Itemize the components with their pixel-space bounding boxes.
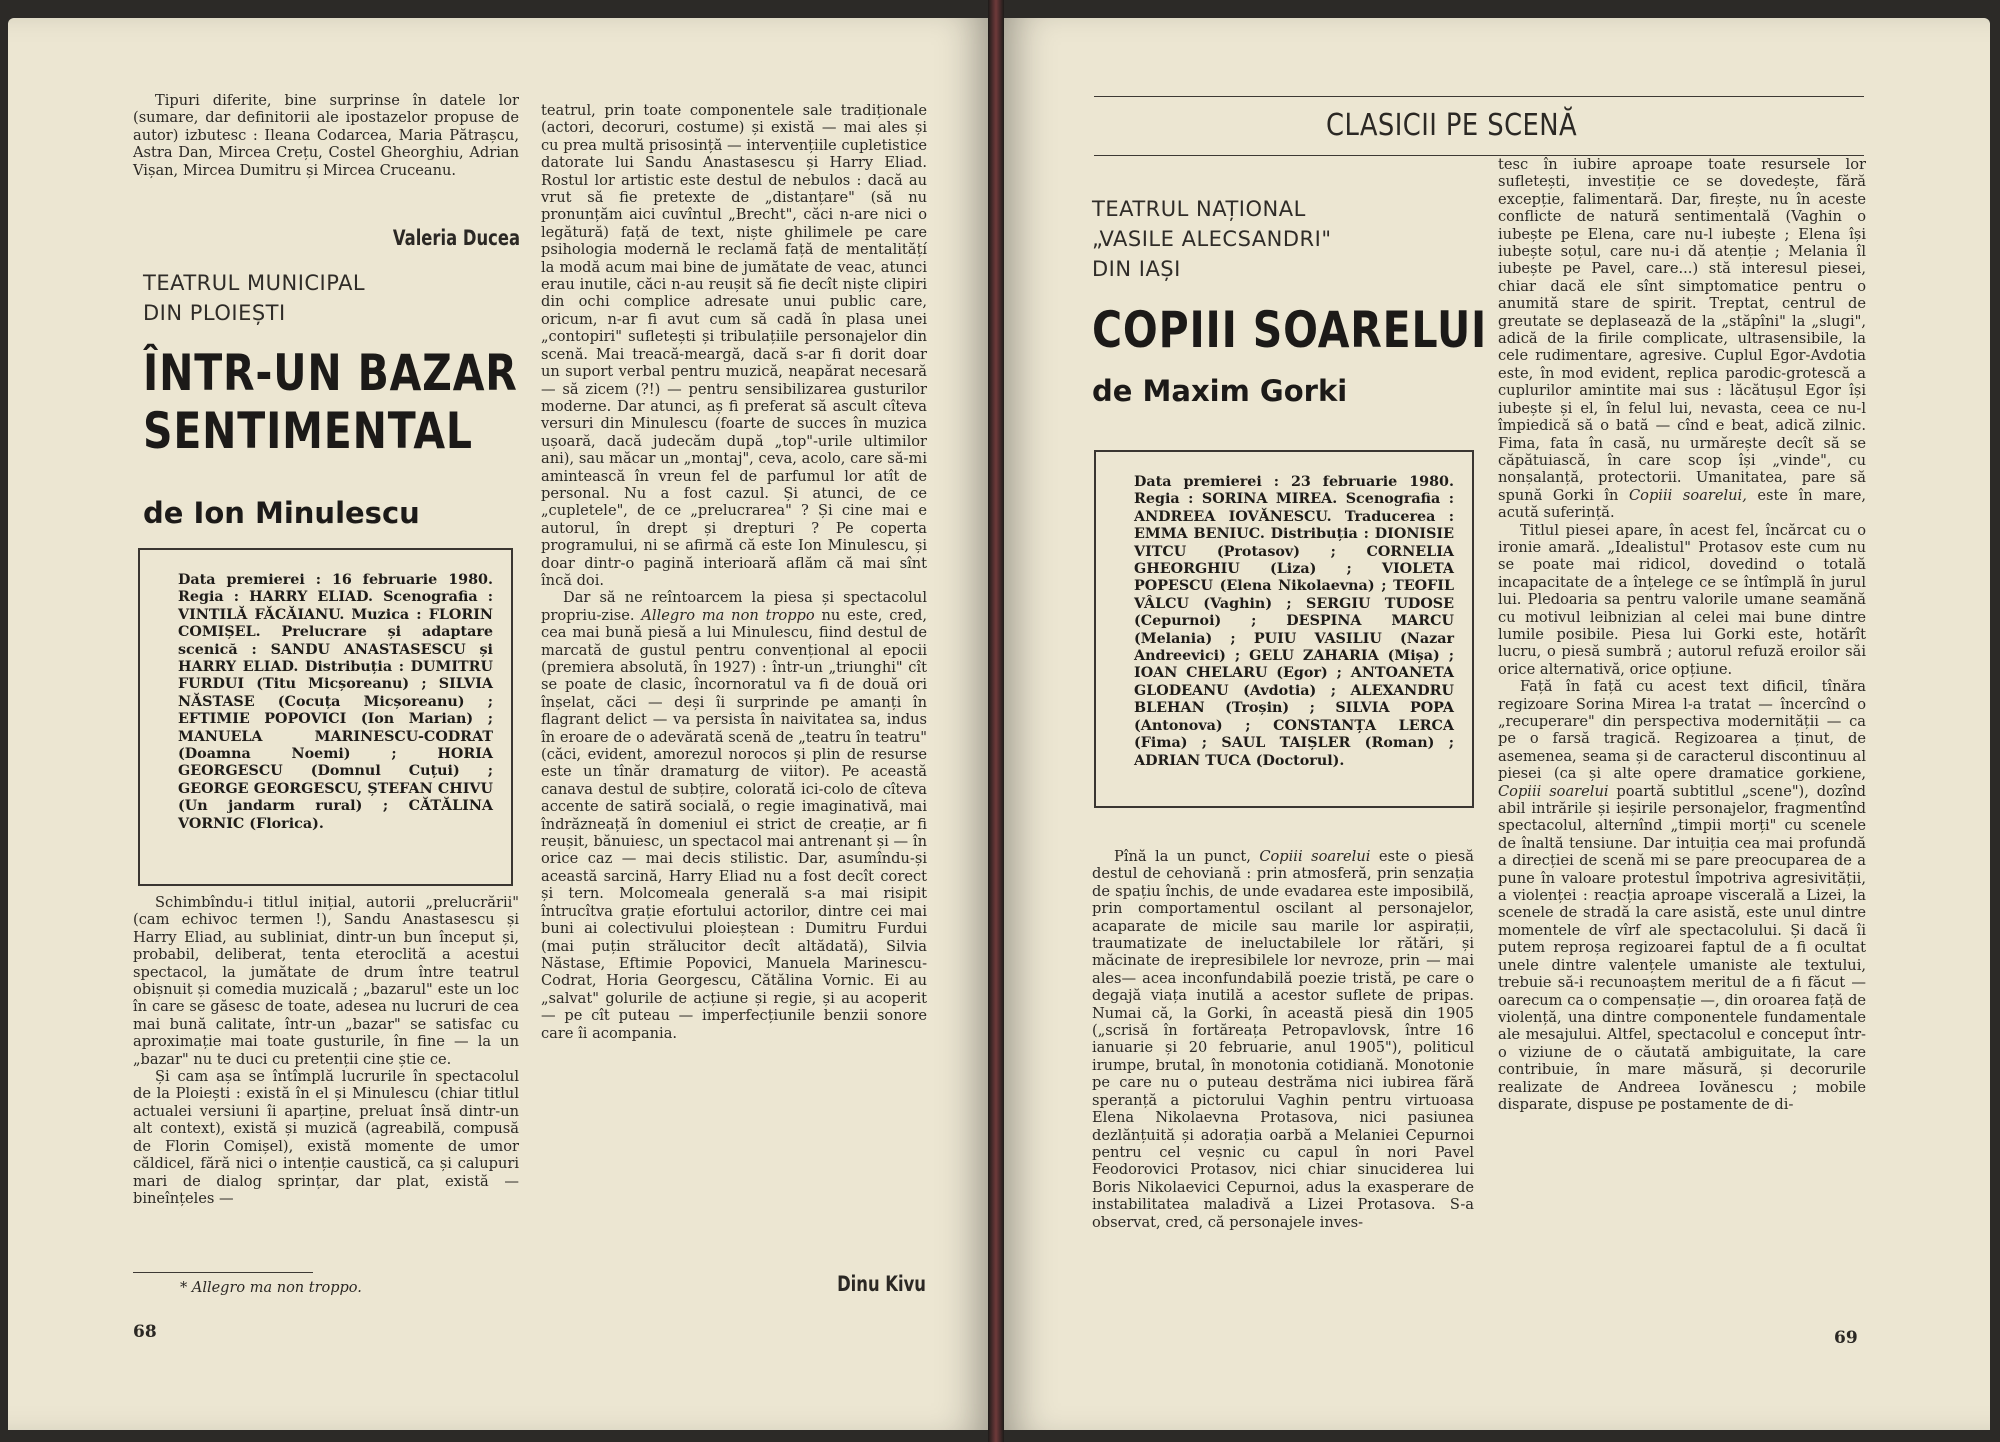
page-number: 68 — [133, 1322, 157, 1342]
section-header: CLASICII PE SCENĂ — [1326, 108, 1578, 143]
play-title-italic: Allegro ma non troppo — [641, 606, 815, 624]
article-paragraph — [1498, 678, 1866, 1113]
paragraph-text: poartă subtitlul „scene"), dozînd abil intrările și ieșirile personajelor, fragmentînd spectacolul, alternînd „timpii morți" cu scenele de înaltă tensiune. Dar intuiția cea mai profundă a direcției de scenă mi se pare preocuparea de a pune în valoare protestul împotriva agresivității, a violenței : reacția aproape viscerală a Lizei, la scenele de stradă la care asistă, este unul dintre momentele de vîrf ale spectacolului. Și dacă îi putem reproșa regizoarei faptul de a fi ocultat unele dintre valențele umaniste ale textului, trebuie să-i recunoaștem meritul de a fi făcut — oarecum ca o compensație —, din oroarea față de violență, una dintre componentele fundamentale ale mesajului. Altfel, spectacolul e conceput într-o viziune de o căutată ambiguitate, la care contribuie, în mare măsură, și decorurile realizate de Andreea Iovănescu ; mobile disparate, dispuse pe postamente de di- — [1498, 782, 1866, 1113]
left-page — [8, 18, 988, 1430]
play-title: COPIII SOARELUI — [1092, 301, 1488, 359]
paragraph-text: este în mare, acută suferință. — [1498, 486, 1867, 522]
article-column-1 — [1092, 848, 1474, 1231]
theatre-heading — [1092, 194, 1332, 284]
credits-box — [138, 548, 513, 886]
play-title-italic: Copiii soarelui, — [1629, 486, 1747, 504]
play-title-line1: ÎNTR-UN BAZAR — [143, 344, 518, 402]
book-spine — [988, 0, 1004, 1442]
theatre-heading — [143, 268, 365, 328]
paragraph-text: este o piesă destul de cehoviană : prin atmosferă, prin senzația de spațiu închis, de unde evadarea este imposibilă, prin comportamentul oscilant al personajelor, acaparate de micile sau marile lor aspirații, traumatizate de ineluctabilele lor rătări, și măcinate de irepresibilele lor nevroze, prin — mai ales— acea inconfundabilă poezie tristă, pe care o degajă viața inutilă a acestor suflete de pripas. Numai că, la Gorki, în această piesă din 1905 („scrisă în fortăreața Petropavlovsk, între 16 ianuarie și 20 februarie, anul 1905"), politicul irumpe, brutal, în monotonia cotidiană. Monotonie pe care nu o puteau destrăma nici iubirea fără speranță a pictorului Vaghin pentru virtuoasa Elena Nikolaevna Protasova, nici pasiunea dezlănțuită și adorația oarbă a Melaniei Cepurnoi pentru cel veșnic cu capul în nori Pavel Feodorovici Protasov, nici chiar sinuciderea lui Boris Nikolaevici Cepurnoi, adus la exasperare de instabilitatea maladivă a Lizei Protasova. S-a observat, cred, că personajele inves- — [1092, 848, 1474, 1231]
play-title-italic: Copiii soarelui — [1259, 848, 1371, 865]
theatre-name-line3: DIN IAȘI — [1092, 257, 1181, 281]
page-number: 69 — [1834, 1328, 1858, 1348]
article-column-1 — [133, 894, 519, 1207]
article-paragraph: Schimbîndu-i titlul inițial, autorii „prelucrării" (cam echivoc termen !), Sandu Anastasescu și Harry Eliad, au subliniat, dintr-un bun început și, probabil, deliberat, tenta eteroclită a acestui spectacol, la jumătate de drum între teatrul obișnuit și comedia muzicală ; „bazarul" este un loc în care se găsesc de toate, adesea nu lucruri de cea mai bună calitate, într-un „bazar" se satisfac cu aproximație mai toate gusturile, în fine — la un „bazar" nu te duci cu pretenții cine știe ce. — [133, 894, 519, 1068]
theatre-name-line2: „VASILE ALECSANDRI" — [1092, 227, 1332, 251]
signature-valeria-ducea: Valeria Ducea — [392, 226, 520, 250]
right-page — [1004, 18, 1990, 1430]
paragraph-text: tesc în iubire aproape toate resursele lor sufletești, investiție ce se dovedește, fără excepție, falimentară. Dar, firește, nu în aceste conflicte de natură sentimentală (Vaghin o iubește pe Elena, care nu-l iubește ; Elena își iubește soțul, care nu-i dă atenție ; Melania îl iubește pe Pavel, care...) stă interesul piesei, chiar dacă ele sînt simptomatice pentru o anumită stare de spirit. Treptat, centrul de greutate se deplasează de la „stăpîni" la „slugi", adică de la firile complicate, ultrasensibile, la cele rudimentare, agresive. Cuplul Egor-Avdotia este, în mod evident, replica parodic-grotescă a cuplurilor amintite mai sus : lăcătușul Egor își iubește și el, în felul lui, nevasta, ceea ce nu-l împiedică să o bată — cînd e beat, adică zilnic. Fima, fata în casă, nu urmărește decît să se căpătuiască, în care scop își „vinde", cu nonșalanță, protectorii. Umanitatea, pare să spună Gorki în — [1498, 156, 1866, 504]
play-author-byline: de Maxim Gorki — [1092, 374, 1348, 408]
credits-text: Data premierei : 23 februarie 1980. Regia : SORINA MIREA. Scenografia : ANDREEA IOVĂNESCU. Traducerea : EMMA BENIUC. Distribuția : DIONISIE VITCU (Protasov) ; CORNELIA GHEORGHIU (Liza) ; VIOLETA POPESCU (Elena Nikolaevna) ; TEOFIL VÂLCU (Vaghin) ; SERGIU TUDOSE (Cepurnoi) ; DESPINA MARCU (Melania) ; PUIU VASILIU (Nazar Andreevici) ; GELU ZAHARIA (Mișa) ; IOAN CHELARU (Egor) ; ANTOANETA GLODEANU (Avdotia) ; ALEXANDRU BLEHAN (Troșin) ; SILVIA POPA (Antonova) ; CONSTANȚA LERCA (Fima) ; SAUL TAIȘLER (Roman) ; ADRIAN TUCA (Doctorul). — [1134, 474, 1454, 769]
play-title-line2: SENTIMENTAL — [143, 402, 473, 460]
theatre-name-line1: TEATRUL MUNICIPAL — [143, 271, 366, 295]
footnote: * Allegro ma non troppo. — [180, 1280, 362, 1296]
article-paragraph — [541, 589, 927, 1042]
article-paragraph: Și cam așa se întîmplă lucrurile în spectacolul de la Ploiești : există în el și Minulescu (chiar titlul actualei versiuni îi aparține, preluat însă dintr-un alt context), există și muzică (agreabilă, compusă de Florin Comișel), există momente de umor căldicel, fără nici o intenție caustică, ca și calupuri mari de dialog sprințar, dar plat, există — bineînțeles — — [133, 1068, 519, 1207]
article-paragraph: Titlul piesei apare, în acest fel, încărcat cu o ironie amară. „Idealistul" Protasov este cum nu se poate mai ridicol, dovedind o totală incapacitate de a înțelege ce se întîmplă în jurul lui. Pledoaria sa pentru valorile umane seamănă cu motivul leibnizian al celei mai bune dintre lumile posibile. Piesa lui Gorki este, hotărît lucru, o piesă sumbră ; autorul refuză eroilor săi orice alternativă, orice opțiune. — [1498, 521, 1866, 678]
play-title — [143, 344, 600, 460]
article-column-2 — [1498, 156, 1866, 1113]
paragraph-text: Față în față cu acest text dificil, tînăra regizoare Sorina Mirea l-a tratat — încercînd o „recuperare" din perspectiva modernității — ca pe o farsă tragică. Regizoarea a ținut, de asemenea, seama și de caracterul discontinuu al piesei (ca și alte opere dramatice gorkiene, — [1498, 678, 1866, 783]
review-ending-paragraph: Tipuri diferite, bine surprinse în datele lor (sumare, dar definitorii ale ipostazelor propuse de autor) izbutesc : Ileana Codarcea, Maria Pătrașcu, Astra Dan, Mircea Crețu, Costel Gheorghiu, Adrian Vișan, Mircea Dumitru și Mircea Cruceanu. — [133, 92, 519, 179]
credits-text: Data premierei : 16 februarie 1980. Regia : HARRY ELIAD. Scenografia : VINTILĂ FĂCĂIANU. Muzica : FLORIN COMIȘEL. Prelucrare și adaptare scenică : SANDU ANASTASESCU și HARRY ELIAD. Distribuția : DUMITRU FURDUI (Titu Micșoreanu) ; SILVIA NĂSTASE (Cocuța Micșoreanu) ; EFTIMIE POPOVICI (Ion Marian) ; MANUELA MARINESCU-CODRAT (Doamna Noemi) ; HORIA GEORGESCU (Domnul Cuțui) ; GEORGE GEORGESCU, ȘTEFAN CHIVU (Un jandarm rural) ; CĂTĂLINA VORNIC (Florica). — [178, 572, 493, 832]
article-column-2 — [541, 102, 927, 1042]
theatre-name-line1: TEATRUL NAȚIONAL — [1092, 197, 1306, 221]
footnote-rule — [133, 1272, 313, 1273]
credits-box — [1094, 450, 1474, 808]
review-ending-column — [133, 92, 519, 179]
article-paragraph — [1498, 156, 1866, 522]
play-title-italic: Copiii soarelui — [1498, 782, 1609, 800]
play-author-byline: de Ion Minulescu — [143, 496, 420, 530]
paragraph-text: nu este, cred, cea mai bună piesă a lui Minulescu, fiind destul de marcată de gustul pentru convențional al epocii (premiera absolută, în 1927) : într-un „triunghi" cît se poate de clasic, încornoratul va fi de două ori înșelat, căci — deși îi surprinde pe amanți în flagrant delict — va persista în naivitatea sa, indus în eroare de o adevărată scenă de „teatru în teatru" (căci, evident, amorezul norocos și plin de resurse este un tînăr dramaturg de viitor). Pe această canava destul de subțire, colorată ici-colo de cîteva accente de satiră socială, o regie imaginativă, mai îndrăzneață în domeniul ei strict de creație, ar fi reușit, bănuiesc, un spectacol mai antrenant și — în orice caz — mai decis stilistic. Dar, asumîndu-și această sarcină, Harry Eliad nu a fost decît corect și tern. Molcomeala generală s-a mai risipit întrucîtva grație efortului actorilor, dintre cei mai buni ai colectivului ploieștean : Dumitru Furdui (mai puțin strălucitor decît altădată), Silvia Năstase, Eftimie Popovici, Manuela Marinescu-Codrat, Horia Georgescu, Cătălina Vornic. Ei au „salvat" golurile de acțiune și regie, și au acoperit — pe cît puteau — imperfecțiunile benzii sonore care îi acompania. — [541, 606, 927, 1042]
article-paragraph: teatrul, prin toate componentele sale tradiționale (actori, decoruri, costume) și există — mai ales și cu prea multă prisosință — intervențiile cupletistice datorate lui Sandu Anastasescu și Harry Eliad. Rostul lor artistic este destul de nebulos : dacă au vrut să fie pretexte de „distanțare" (să nu pronunțăm aici cuvîntul „Brecht", căci n-are nici o legătură) față de text, niște ghilimele pe care psihologia modernă le reclamă față de mentalitățí la modă acum mai bine de jumătate de veac, atunci erau inutile, căci n-au reușit să fie decît niște clipiri din ochi complice adresate unui public care, oricum, n-ar fi avut cum să cadă în plasa unei „contopiri" sufletești și tribulațiile personajelor din scenă. Mai treacă-meargă, dacă s-ar fi dorit doar un suport verbal pentru muzică, neapărat necesară — să zicem (?!) — pentru sensibilizarea gusturilor moderne. Dar atunci, aș fi preferat să ascult cîteva versuri din Minulescu (foarte de succes în muzica ușoară, dacă judecăm după „top"-urile ultimilor ani), sau măcar un „montaj", ceva, acolo, care să-mi amintească în vreun fel de parfumul lor atît de personal. Nu a fost cazul. Și atunci, de ce „cupletele", de ce „prelucrarea" ? Și cine mai e autorul, în drept și drepturi ? Pe coperta programului, ni se afirmă că este Ion Minulescu, și doar dintr-o pagină interioară aflăm că mai sînt încă doi. — [541, 102, 927, 589]
paragraph-text: Dar să ne reîntoarcem la piesa și spectacolul propriu-zise. — [541, 589, 927, 624]
signature-dinu-kivu: Dinu Kivu — [837, 1272, 926, 1296]
theatre-name-line2: DIN PLOIEȘTI — [143, 301, 286, 325]
article-paragraph — [1092, 848, 1474, 1231]
header-rule-top — [1094, 96, 1864, 97]
paragraph-text: Pînă la un punct, — [1114, 848, 1260, 865]
